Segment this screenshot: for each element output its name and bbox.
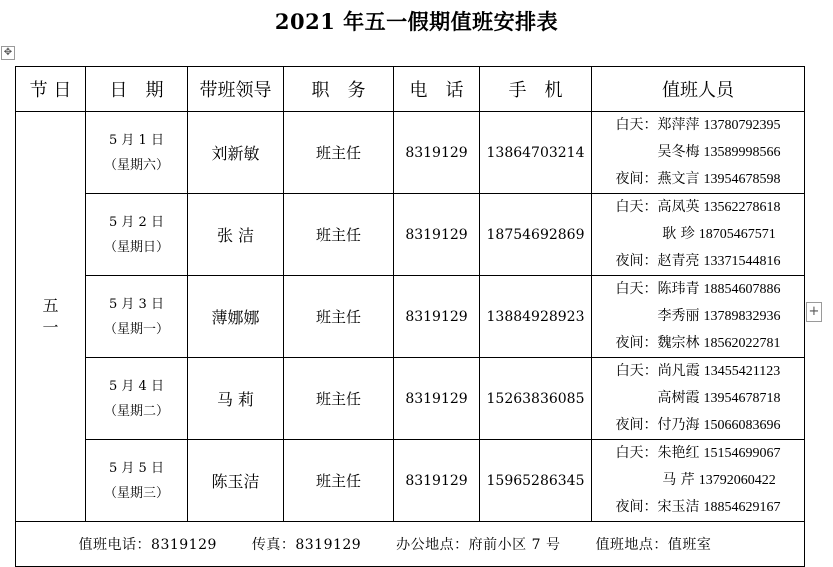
day-label: 白天： (615, 281, 658, 297)
day-staff-line-2 (592, 303, 804, 330)
staff-phone: 13589998566 (703, 145, 781, 160)
duty-schedule-table (15, 66, 805, 567)
staff-name: 高树霞 (657, 390, 700, 406)
header-staff: 值班人员 (592, 67, 805, 112)
leader-cell: 马 莉 (188, 358, 284, 440)
night-label: 夜间： (615, 253, 658, 269)
night-staff-line (592, 494, 804, 521)
staff-phone: 15066083696 (703, 418, 781, 433)
day-staff-line-2 (592, 221, 804, 248)
footer-cell (16, 522, 805, 567)
staff-name: 李秀丽 (657, 308, 700, 324)
date-cell (86, 358, 188, 440)
staff-cell (592, 112, 805, 194)
day-staff-line-1 (592, 194, 804, 221)
staff-name: 陈玮青 (657, 281, 700, 297)
staff-name: 燕文言 (657, 171, 700, 187)
day-staff-line-1 (592, 440, 804, 467)
table-move-handle-icon[interactable]: ✥ (1, 46, 15, 60)
staff-phone: 13780792395 (703, 118, 781, 133)
header-leader: 带班领导 (188, 67, 284, 112)
night-label: 夜间： (615, 171, 658, 187)
footer-fax: 传真：8319129 (251, 537, 362, 553)
leader-cell: 刘新敏 (188, 112, 284, 194)
leader-cell: 薄娜娜 (188, 276, 284, 358)
day-label: 白天： (615, 199, 658, 215)
add-row-plus-icon[interactable]: + (806, 302, 822, 322)
footer-duty-place: 值班地点：值班室 (595, 537, 712, 553)
table-row (16, 194, 805, 276)
tel-cell: 8319129 (394, 112, 480, 194)
table-row (16, 440, 805, 522)
staff-phone: 18562022781 (703, 336, 781, 351)
staff-name: 宋玉洁 (657, 499, 700, 515)
header-tel: 电 话 (394, 67, 480, 112)
day-staff-line-2 (592, 385, 804, 412)
weekday-text: （星期二） (103, 403, 169, 419)
staff-phone: 18854607886 (703, 282, 781, 297)
staff-phone: 18854629167 (703, 500, 781, 515)
day-label: 白天： (615, 445, 658, 461)
festival-cell (16, 112, 86, 522)
post-cell: 班主任 (284, 358, 394, 440)
table-row (16, 358, 805, 440)
staff-name: 吴冬梅 (657, 144, 700, 160)
staff-phone: 15154699067 (703, 446, 781, 461)
night-staff-line (592, 412, 804, 439)
tel-cell: 8319129 (394, 276, 480, 358)
staff-name: 朱艳红 (657, 445, 700, 461)
staff-phone: 13371544816 (703, 254, 781, 269)
staff-phone: 13954678718 (703, 391, 781, 406)
footer-duty-phone: 值班电话：8319129 (78, 537, 217, 553)
header-date: 日 期 (86, 67, 188, 112)
day-label: 白天： (615, 117, 658, 133)
header-row (16, 67, 805, 112)
night-label: 夜间： (615, 499, 658, 515)
table-row (16, 112, 805, 194)
day-label: 白天： (615, 363, 658, 379)
staff-cell (592, 276, 805, 358)
staff-name: 付乃海 (657, 417, 700, 433)
footer-office: 办公地点：府前小区 7 号 (396, 537, 561, 553)
day-staff-line-1 (592, 358, 804, 385)
leader-cell: 张 洁 (188, 194, 284, 276)
date-cell (86, 194, 188, 276)
day-staff-line-2 (592, 467, 804, 494)
footer-row (16, 522, 805, 567)
table-row (16, 276, 805, 358)
weekday-text: （星期六） (103, 157, 169, 173)
post-cell: 班主任 (284, 194, 394, 276)
date-text: 5 月 3 日 (109, 296, 164, 312)
festival-name: 五一 (42, 295, 59, 337)
staff-name: 高凤英 (657, 199, 700, 215)
mobile-cell: 15263836085 (480, 358, 592, 440)
night-staff-line (592, 248, 804, 275)
night-staff-line (592, 330, 804, 357)
date-text: 5 月 5 日 (109, 460, 164, 476)
tel-cell: 8319129 (394, 194, 480, 276)
staff-name: 尚凡霞 (657, 363, 700, 379)
post-cell: 班主任 (284, 112, 394, 194)
weekday-text: （星期日） (103, 239, 169, 255)
mobile-cell: 13864703214 (480, 112, 592, 194)
staff-phone: 18705467571 (698, 227, 776, 242)
leader-cell: 陈玉洁 (188, 440, 284, 522)
day-staff-line-2 (592, 139, 804, 166)
staff-name: 魏宗林 (657, 335, 700, 351)
night-staff-line (592, 166, 804, 193)
date-cell (86, 112, 188, 194)
night-label: 夜间： (615, 335, 658, 351)
night-label: 夜间： (615, 417, 658, 433)
date-text: 5 月 2 日 (109, 214, 164, 230)
weekday-text: （星期一） (103, 321, 169, 337)
staff-name: 耿 珍 (662, 226, 695, 242)
day-staff-line-1 (592, 276, 804, 303)
staff-name: 赵青亮 (657, 253, 700, 269)
staff-cell (592, 440, 805, 522)
mobile-cell: 15965286345 (480, 440, 592, 522)
mobile-cell: 18754692869 (480, 194, 592, 276)
mobile-cell: 13884928923 (480, 276, 592, 358)
post-cell: 班主任 (284, 276, 394, 358)
header-post: 职 务 (284, 67, 394, 112)
staff-name: 马 芹 (662, 472, 695, 488)
staff-phone: 13455421123 (703, 364, 781, 379)
date-text: 5 月 1 日 (109, 132, 164, 148)
staff-cell (592, 194, 805, 276)
tel-cell: 8319129 (394, 358, 480, 440)
header-mobile: 手 机 (480, 67, 592, 112)
staff-cell (592, 358, 805, 440)
page-title: 2021 年五一假期值班安排表 (274, 9, 559, 34)
tel-cell: 8319129 (394, 440, 480, 522)
staff-phone: 13792060422 (698, 473, 776, 488)
date-cell (86, 440, 188, 522)
staff-name: 郑萍萍 (657, 117, 700, 133)
post-cell: 班主任 (284, 440, 394, 522)
staff-phone: 13954678598 (703, 172, 781, 187)
date-cell (86, 276, 188, 358)
header-festival: 节 日 (16, 67, 86, 112)
staff-phone: 13562278618 (703, 200, 781, 215)
weekday-text: （星期三） (103, 485, 169, 501)
staff-phone: 13789832936 (703, 309, 781, 324)
date-text: 5 月 4 日 (109, 378, 164, 394)
day-staff-line-1 (592, 112, 804, 139)
